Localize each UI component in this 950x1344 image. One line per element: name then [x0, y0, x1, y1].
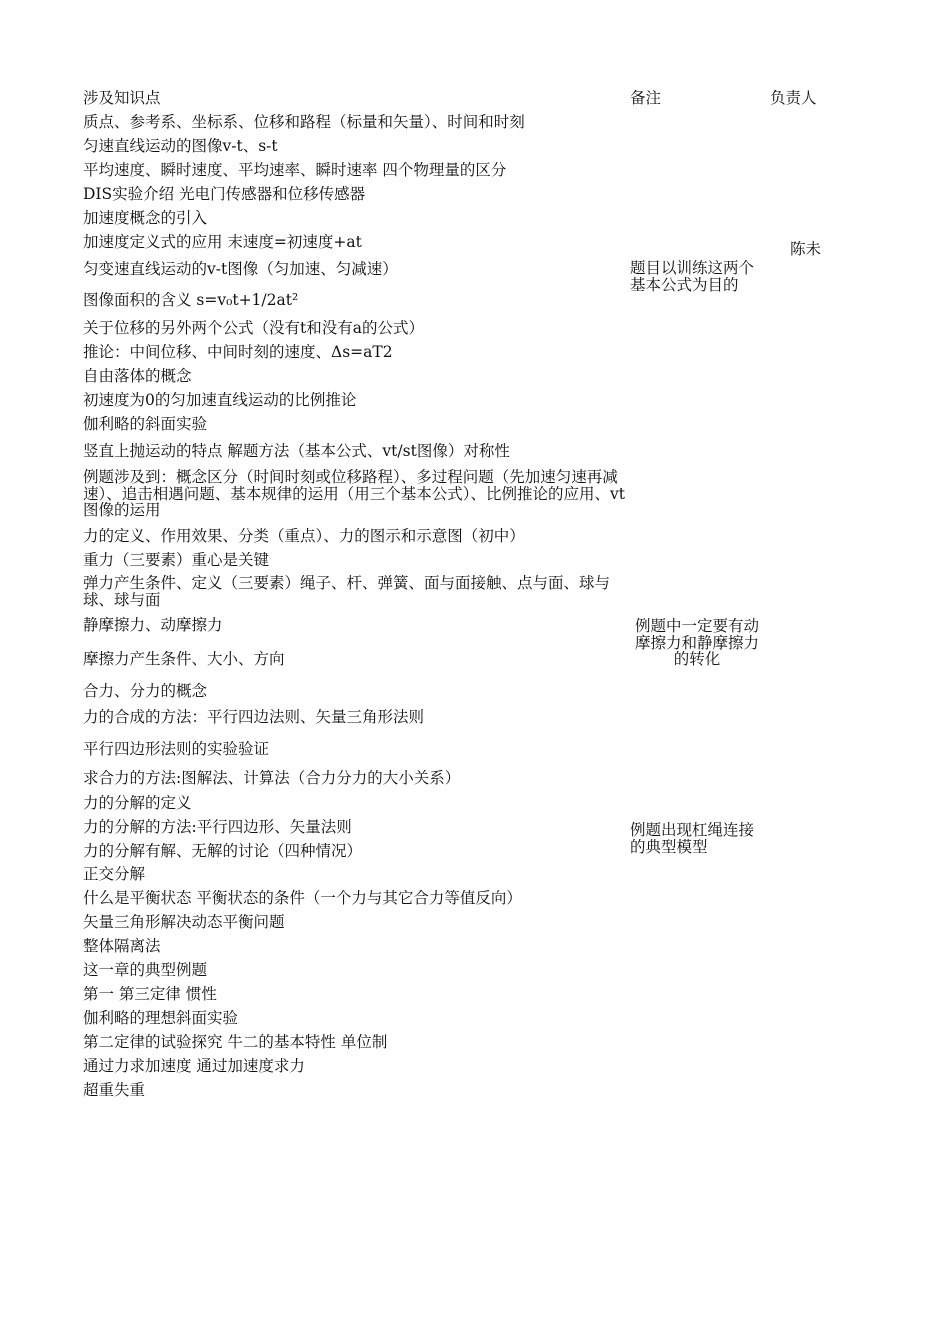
- topic-row: 合力、分力的概念: [83, 682, 208, 700]
- topic-row: 初速度为0的匀加速直线运动的比例推论: [83, 391, 357, 409]
- topic-row: 力的分解的方法:平行四边形、矢量法则: [83, 818, 352, 836]
- topic-row: 关于位移的另外两个公式（没有t和没有a的公式）: [83, 319, 424, 337]
- topic-row: 平均速度、瞬时速度、平均速率、瞬时速率 四个物理量的区分: [83, 161, 507, 179]
- topic-row: 匀速直线运动的图像v-t、s-t: [83, 137, 278, 155]
- header-remark: 备注: [630, 89, 662, 107]
- topic-row: 力的合成的方法：平行四边法则、矢量三角形法则: [83, 708, 425, 726]
- topic-row: 加速度概念的引入: [83, 209, 208, 227]
- topic-row: 伽利略的理想斜面实验: [83, 1009, 239, 1027]
- remark-note: 题目以训练这两个基本公式为目的: [630, 259, 755, 294]
- topic-row: 质点、参考系、坐标系、位移和路程（标量和矢量）、时间和时刻: [83, 113, 525, 131]
- topic-row: 第二定律的试验探究 牛二的基本特性 单位制: [83, 1033, 388, 1051]
- header-owner: 负责人: [770, 89, 817, 107]
- topic-row: 弹力产生条件、定义（三要素）绳子、杆、弹簧、面与面接触、点与面、球与球、球与面: [83, 574, 611, 609]
- header-topic: 涉及知识点: [83, 89, 161, 107]
- topic-row: 静摩擦力、动摩擦力: [83, 616, 223, 634]
- topic-row: 整体隔离法: [83, 937, 161, 955]
- topic-row: 摩擦力产生条件、大小、方向: [83, 650, 285, 668]
- topic-row: 重力（三要素）重心是关键: [83, 551, 270, 569]
- topic-row: 求合力的方法:图解法、计算法（合力分力的大小关系）: [83, 769, 461, 787]
- topic-row: 矢量三角形解决动态平衡问题: [83, 913, 285, 931]
- topic-row: 第一 第三定律 惯性: [83, 985, 217, 1003]
- topic-row: 例题涉及到：概念区分（时间时刻或位移路程）、多过程问题（先加速匀速再减速）、追击相遇问题、基本规律的运用（用三个基本公式）、比例推论的应用、vt图像的运用: [83, 468, 625, 519]
- topic-row: 图像面积的含义 s=v₀t+1/2at²: [83, 291, 299, 309]
- topic-row: 超重失重: [83, 1081, 146, 1099]
- topic-row: 什么是平衡状态 平衡状态的条件（一个力与其它合力等值反向）: [83, 889, 522, 907]
- remark-note: 例题出现杠绳连接的典型模型: [630, 821, 755, 856]
- topic-row: 力的分解有解、无解的讨论（四种情况）: [83, 842, 363, 860]
- remark-note: 例题中一定要有动摩擦力和静摩擦力的转化: [634, 617, 759, 668]
- topic-row: 力的定义、作用效果、分类（重点）、力的图示和示意图（初中）: [83, 527, 525, 545]
- topic-row: DIS实验介绍 光电门传感器和位移传感器: [83, 185, 366, 203]
- topic-row: 力的分解的定义: [83, 794, 192, 812]
- topic-row: 自由落体的概念: [83, 367, 192, 385]
- owner-name: 陈未: [790, 240, 822, 258]
- topic-row: 这一章的典型例题: [83, 961, 208, 979]
- topic-row: 加速度定义式的应用 末速度=初速度+at: [83, 233, 362, 251]
- topic-row: 通过力求加速度 通过加速度求力: [83, 1057, 305, 1075]
- topic-row: 平行四边形法则的实验验证: [83, 740, 270, 758]
- topic-row: 正交分解: [83, 865, 146, 883]
- topic-row: 推论：中间位移、中间时刻的速度、Δs=aT2: [83, 343, 393, 361]
- topic-row: 伽利略的斜面实验: [83, 415, 208, 433]
- topic-row: 竖直上抛运动的特点 解题方法（基本公式、vt/st图像）对称性: [83, 442, 510, 460]
- topic-row: 匀变速直线运动的v-t图像（匀加速、匀减速）: [83, 260, 398, 278]
